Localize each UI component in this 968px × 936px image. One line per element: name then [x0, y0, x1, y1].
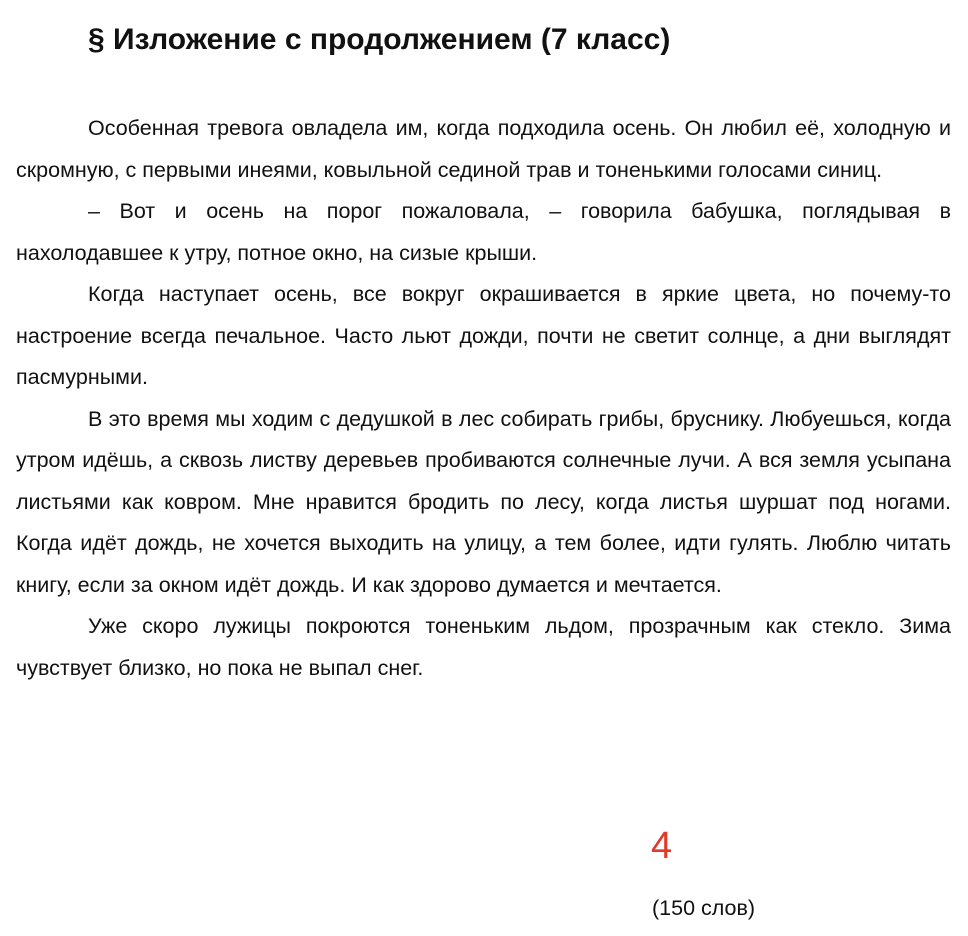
paragraph: Особенная тревога овладела им, когда подходила осень. Он любил её, холодную и скромную, с первыми инеями, ковыльной сединой трав и тоненькими голосами синиц. — [16, 116, 951, 182]
paragraph: Когда наступает осень, все вокруг окрашивается в яркие цвета, но почему-то настроение всегда печальное. Часто льют дожди, почти не светит солнце, а дни выглядят пасмурными. — [16, 282, 951, 389]
paragraph: – Вот и осень на порог пожаловала, – говорила бабушка, поглядывая в нахолодавшее к утру, потное окно, на сизые крыши. — [16, 199, 951, 265]
paragraph: В это время мы ходим с дедушкой в лес собирать грибы, бруснику. Любуешься, когда утром идёшь, а сквозь листву деревьев пробиваются солнечные лучи. А вся земля усыпана листьями как ковром. Мне нравится бродить по лесу, когда листья шуршат под ногами. Когда идёт дождь, не хочется выходить на улицу, а тем более, идти гулять. Люблю читать книгу, если за окном идёт дождь. И как здорово думается и мечтается. — [16, 406, 951, 597]
grade-mark: 4 — [651, 825, 673, 867]
paragraph: Уже скоро лужицы покроются тоненьким льдом, прозрачным как стекло. Зима чувствует близко, но пока не выпал снег. — [16, 614, 951, 680]
word-count: (150 слов) — [652, 896, 756, 920]
essay-text — [16, 108, 951, 689]
page-title: § Изложение с продолжением (7 класс) — [88, 23, 671, 56]
